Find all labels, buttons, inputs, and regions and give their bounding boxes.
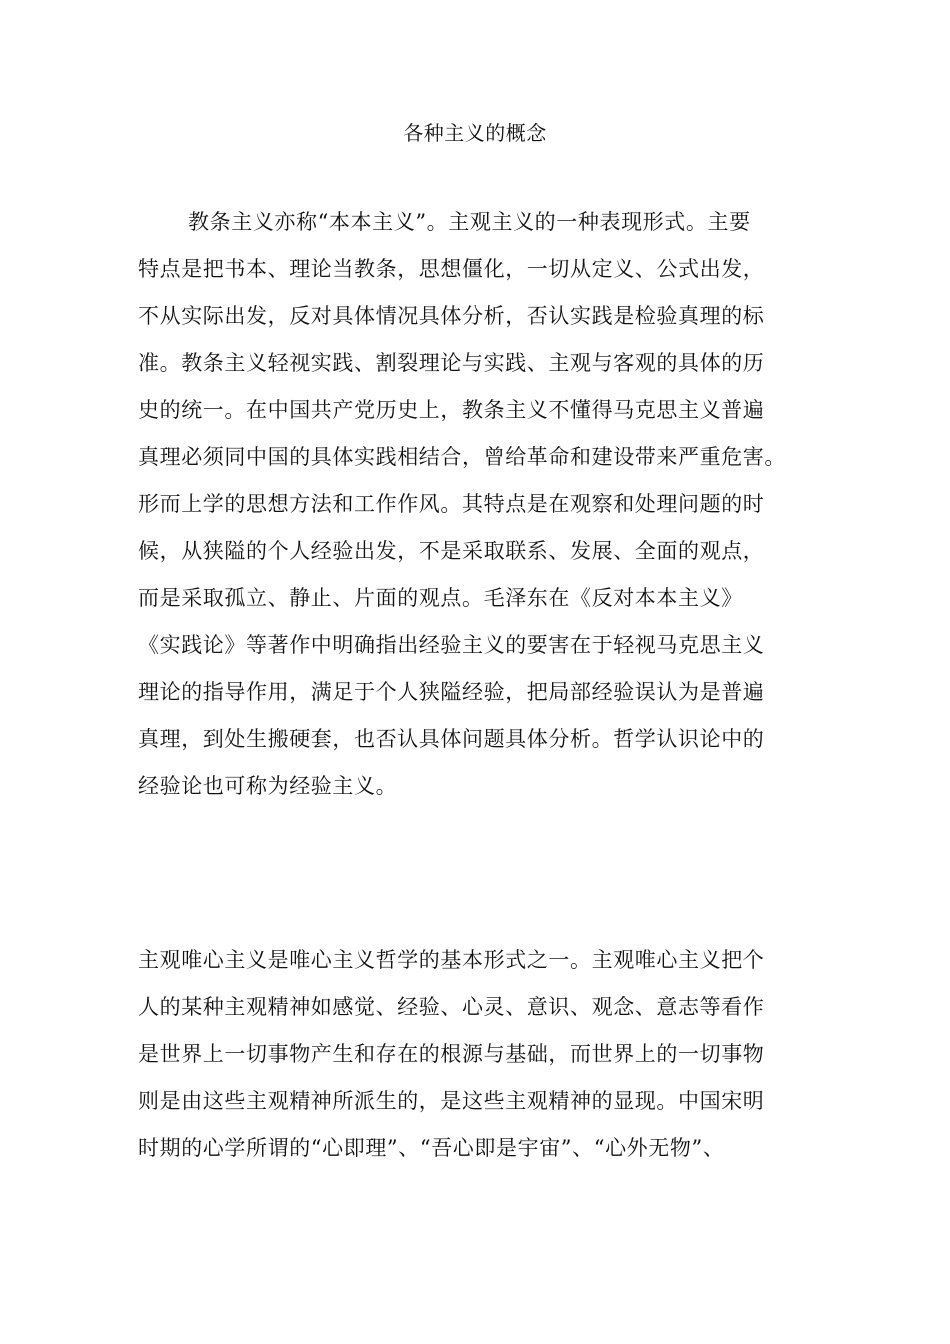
text-line: 《实践论》等著作中明确指出经验主义的要害在于轻视马克思主义 bbox=[138, 633, 765, 657]
text-line: 不从实际出发，反对具体情况具体分析，否认实践是检验真理的标 bbox=[138, 304, 765, 328]
text-line: 而是采取孤立、静止、片面的观点。毛泽东在《反对本本主义》 bbox=[138, 586, 743, 610]
text-line: 理论的指导作用，满足于个人狭隘经验，把局部经验误认为是普遍 bbox=[138, 680, 765, 704]
text-line: 史的统一。在中国共产党历史上，教条主义不懂得马克思主义普遍 bbox=[138, 398, 765, 422]
text-line: 时期的心学所谓的“心即理”、“吾心即是宇宙”、“心外无物”、 bbox=[138, 1136, 725, 1160]
paragraph-subjective-idealism bbox=[138, 937, 818, 1172]
paragraph-dogmatism bbox=[138, 199, 818, 810]
text-line: 特点是把书本、理论当教条，思想僵化，一切从定义、公式出发， bbox=[138, 257, 765, 281]
document-title: 各种主义的概念 bbox=[403, 121, 547, 145]
text-line: 经验论也可称为经验主义。 bbox=[138, 774, 398, 798]
text-line: 准。教条主义轻视实践、割裂理论与实践、主观与客观的具体的历 bbox=[138, 351, 765, 375]
text-line: 则是由这些主观精神所派生的，是这些主观精神的显现。中国宋明 bbox=[138, 1089, 765, 1113]
text-line: 形而上学的思想方法和工作作风。其特点是在观察和处理问题的时 bbox=[138, 492, 765, 516]
text-line: 主观唯心主义是唯心主义哲学的基本形式之一。主观唯心主义把个 bbox=[138, 948, 765, 972]
text-line: 教条主义亦称“本本主义”。主观主义的一种表现形式。主要 bbox=[188, 210, 751, 234]
text-line: 真理必须同中国的具体实践相结合，曾给革命和建设带来严重危害。 bbox=[138, 445, 786, 469]
text-line: 人的某种主观精神如感觉、经验、心灵、意识、观念、意志等看作 bbox=[138, 995, 765, 1019]
text-line: 候，从狭隘的个人经验出发，不是采取联系、发展、全面的观点， bbox=[138, 539, 765, 563]
text-line: 是世界上一切事物产生和存在的根源与基础，而世界上的一切事物 bbox=[138, 1042, 765, 1066]
text-line: 真理，到处生搬硬套，也否认具体问题具体分析。哲学认识论中的 bbox=[138, 727, 765, 751]
